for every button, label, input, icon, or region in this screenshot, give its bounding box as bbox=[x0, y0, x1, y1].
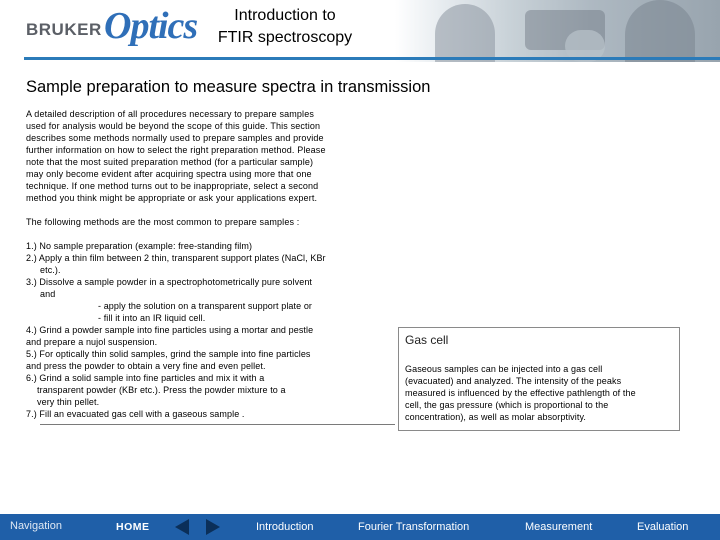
method-item: and prepare a nujol suspension. bbox=[26, 337, 158, 347]
method-item: 5.) For optically thin solid samples, grind the sample into fine particles bbox=[26, 349, 311, 359]
bruker-optics-logo bbox=[26, 5, 198, 52]
intro-line: used for analysis would be beyond the scope of this guide. This section bbox=[26, 121, 321, 131]
gas-cell-line: cell, the gas pressure (which is proportional to the bbox=[405, 400, 609, 410]
gas-cell-line: Gaseous samples can be injected into a gas cell bbox=[405, 364, 603, 374]
header-divider bbox=[24, 57, 720, 60]
header-title-line1: Introduction to bbox=[234, 7, 336, 24]
gas-cell-text bbox=[405, 363, 669, 423]
method-item: - apply the solution on a transparent support plate or bbox=[98, 301, 313, 311]
next-arrow-icon[interactable] bbox=[206, 519, 220, 535]
header bbox=[0, 0, 720, 62]
method-item: 6.) Grind a solid sample into fine particles and mix it with a bbox=[26, 373, 265, 383]
method-item: and bbox=[40, 289, 56, 299]
nav-home-link[interactable]: HOME bbox=[116, 521, 150, 533]
logo-brand-text: BRUKER bbox=[26, 20, 102, 39]
nav-evaluation-link[interactable]: Evaluation bbox=[637, 521, 689, 533]
intro-line: note that the most suited preparation method (for a particular sample) bbox=[26, 157, 314, 167]
header-lab-photo bbox=[395, 0, 720, 62]
method-item: 4.) Grind a powder sample into fine particles using a mortar and pestle bbox=[26, 325, 314, 335]
method-item: and press the powder to obtain a very fine and even pellet. bbox=[26, 361, 266, 371]
navigation-label: Navigation bbox=[10, 520, 62, 532]
intro-paragraph bbox=[26, 108, 348, 204]
method-item: etc.). bbox=[40, 265, 61, 275]
method-item: 2.) Apply a thin film between 2 thin, transparent support plates (NaCl, KBr bbox=[26, 253, 326, 263]
method-item: transparent powder (KBr etc.). Press the powder mixture to a bbox=[37, 385, 286, 395]
methods-list bbox=[26, 240, 356, 420]
intro-line: method you think might be appropriate or ask your applications expert. bbox=[26, 193, 318, 203]
method-item: 7.) Fill an evacuated gas cell with a gaseous sample . bbox=[26, 409, 245, 419]
method-item: very thin pellet. bbox=[37, 397, 100, 407]
intro-line: further information on how to select the right preparation method. Please bbox=[26, 145, 326, 155]
footer-nav-bar bbox=[0, 514, 720, 540]
gas-cell-line: concentration), as well as molar absorptivity. bbox=[405, 412, 587, 422]
gas-cell-line: measured is influenced by the effective pathlength of the bbox=[405, 388, 636, 398]
logo-optics-text: Optics bbox=[104, 5, 198, 47]
nav-introduction-link[interactable]: Introduction bbox=[256, 521, 314, 533]
prev-arrow-icon[interactable] bbox=[175, 519, 189, 535]
methods-divider bbox=[40, 424, 395, 425]
gas-cell-line: (evacuated) and analyzed. The intensity of the peaks bbox=[405, 376, 622, 386]
nav-measurement-link[interactable]: Measurement bbox=[525, 521, 593, 533]
gas-cell-box bbox=[398, 327, 680, 431]
method-item: 1.) No sample preparation (example: free-standing film) bbox=[26, 241, 253, 251]
intro-line: A detailed description of all procedures necessary to prepare samples bbox=[26, 109, 315, 119]
intro-line: technique. If one method turns out to be inappropriate, select a second bbox=[26, 181, 319, 191]
intro-line: may only become evident after acquiring spectra using more that one bbox=[26, 169, 312, 179]
header-title bbox=[190, 5, 380, 49]
header-title-line2: FTIR spectroscopy bbox=[217, 29, 353, 46]
common-methods-label: The following methods are the most common to prepare samples : bbox=[26, 217, 300, 227]
page-title: Sample preparation to measure spectra in transmission bbox=[26, 78, 431, 96]
method-item: 3.) Dissolve a sample powder in a spectrophotometrically pure solvent bbox=[26, 277, 313, 287]
method-item: - fill it into an IR liquid cell. bbox=[98, 313, 206, 323]
gas-cell-title: Gas cell bbox=[405, 333, 449, 347]
intro-line: describes some methods normally used to prepare samples and provide bbox=[26, 133, 324, 143]
nav-fourier-transformation-link[interactable]: Fourier Transformation bbox=[358, 521, 470, 533]
